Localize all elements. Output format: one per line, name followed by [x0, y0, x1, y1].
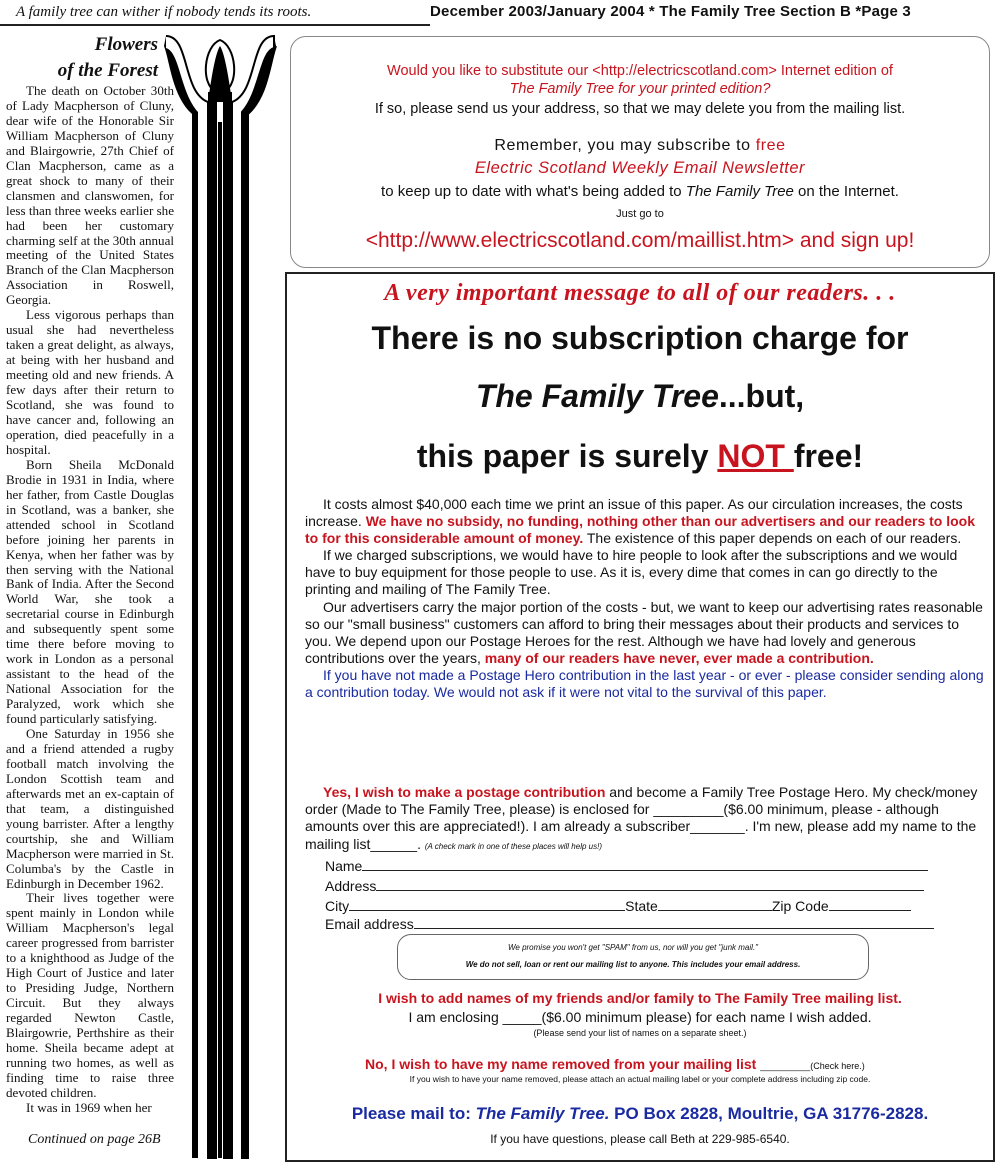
headline-3-not: NOT — [717, 438, 794, 474]
p1c: The existence of this paper depends on each of our readers. — [583, 530, 962, 547]
script-title: A very important message to all of our readers. . . — [384, 280, 896, 306]
friends-note: (Please send your list of names on a separate sheet.) — [533, 1028, 747, 1038]
topbox-line4 — [291, 137, 989, 155]
remove-note: If you wish to have your name removed, please attach an actual mailing label or your complete address including zip code. — [409, 1074, 871, 1084]
remove-check: __________(Check here.) — [760, 1061, 865, 1071]
mail-to — [287, 1104, 993, 1124]
friends-title: I wish to add names of my friends and/or family to The Family Tree mailing list. — [378, 990, 902, 1006]
yes-contribution-text: and become a Family Tree Postage Hero. My check/money order (Made to The Family Tree, please) is enclosed for _________($6.00 minimum, please - although amounts over this are appreciated!). I am already a subscriber_______. I'm new, please add my name to the mailing list______. — [305, 784, 978, 852]
city-label: City — [325, 898, 350, 914]
message-body — [305, 496, 987, 701]
privacy-promise — [397, 934, 869, 980]
topbox-line7: Just go to — [616, 208, 664, 220]
obituary-heading — [28, 32, 158, 84]
obituary-paragraph: Less vigorous perhaps than usual she had nevertheless taken a great delight, as always, at being with her husband and meeting old and new friends. A few days after their return to Scotland, she was found to have cancer and, following an operation, died peacefully in a hospital. — [6, 307, 174, 457]
topbox-line6b: The Family Tree — [685, 183, 794, 200]
topbox-line6a: to keep up to date with what's being added to — [381, 183, 686, 200]
questions-line: If you have questions, please call Beth at 229-985-6540. — [490, 1132, 790, 1146]
electric-scotland-box — [290, 36, 990, 268]
headline-3a: this paper is surely — [416, 438, 718, 474]
mail-to-label: Please mail to: — [351, 1104, 476, 1123]
zip-label: Zip Code — [771, 898, 829, 914]
obituary-paragraph: It was in 1969 when her — [26, 1099, 152, 1115]
address-field[interactable] — [325, 878, 965, 894]
p3a: Our advertisers carry the major portion of the costs - but, we want to keep our advertising rates reasonable so our "small business" customers can afford to bring their messages about their products and services to you. We depend upon our Postage Heroes for the rest. Although we have had lovely and generous contributions over the years, — [305, 598, 983, 666]
topbox-line2-text: The Family Tree for your printed edition? — [509, 81, 771, 97]
email-field[interactable] — [325, 916, 965, 932]
headline-2-rest: ...but, — [718, 378, 805, 414]
topbox-line2 — [291, 81, 989, 97]
city-state-zip-field[interactable] — [325, 898, 965, 914]
p1b: We have no subsidy, no funding, nothing other than our advertisers and our readers to look to for this considerable amount of money. — [305, 513, 976, 547]
obituary-heading-line2: of the Forest — [57, 60, 158, 81]
maillist-link[interactable]: <http://www.electricscotland.com/maillist.htm> and sign up! — [365, 229, 915, 252]
name-field[interactable] — [325, 858, 965, 874]
headline-2-title: The Family Tree — [475, 378, 719, 414]
subscription-message-box — [285, 272, 995, 1162]
promise-line2: We do not sell, loan or rent our mailing list to anyone. This includes your email address. — [465, 960, 801, 969]
message-paragraph-3 — [305, 599, 987, 667]
obituary-text — [6, 84, 174, 1116]
p1a: It costs almost $40,000 each time we print an issue of this paper. As our circulation increases, the costs increase. — [305, 496, 963, 530]
topbox-line3: If so, please send us your address, so that we may delete you from the mailing list. — [374, 101, 906, 117]
topbox-free: free — [755, 137, 786, 154]
obituary-paragraph: One Saturday in 1956 she and a friend attended a rugby football match involving the London Scottish team and afterwards met an ex-captain of that team, a distinguished young barrister. After a lengthy courtship, she and William Macpherson were married in St. Columba's by the Castle in Edinburgh in December 1962. — [6, 725, 174, 891]
headline-3c: free! — [793, 438, 864, 474]
headline-1: There is no subscription charge for — [371, 320, 909, 356]
state-label: State — [625, 898, 658, 914]
yes-contribution-label: Yes, I wish to make a postage contribution — [323, 784, 606, 800]
p3b: many of our readers have never, ever made a contribution. — [484, 649, 874, 666]
obituary-heading-line1: Flowers — [94, 34, 158, 55]
contribution-form-intro — [305, 784, 987, 855]
column-ornament-icon — [160, 32, 280, 1162]
mail-to-name: The Family Tree. — [475, 1104, 610, 1123]
remove-line[interactable] — [365, 1056, 995, 1072]
mail-to-address: PO Box 2828, Moultrie, GA 31776-2828. — [609, 1104, 929, 1123]
message-paragraph-4: If you have not made a Postage Hero contribution in the last year - or ever - please consider sending along a contribution today. We would not ask if it were not vital to the survival of this paper. — [305, 666, 984, 701]
obituary-paragraph: Their lives together were spent mainly in London while William Macpherson's legal career progressed from barrister to a knighthood as Judge of the High Court of Justice and later to Presiding Judge, Northern Circuit. But they always regarded Newton Castle, Blairgowrie, Perthshire as their home. Sheila became adept at running two homes, as well as finding time to raise three devoted children. — [6, 890, 174, 1100]
address-label: Address — [325, 878, 377, 894]
topbox-line1: Would you like to substitute our <http://electricscotland.com> Internet edition of — [387, 63, 893, 79]
topbox-line6 — [291, 183, 989, 200]
check-note: (A check mark in one of these places will help us!) — [424, 841, 602, 851]
friends-line: I am enclosing _____($6.00 minimum please) for each name I wish added. — [408, 1009, 872, 1025]
header-rule — [0, 24, 430, 26]
promise-line1: We promise you won't get "SPAM" from us, nor will you get "junk mail." — [507, 943, 758, 952]
topbox-line4-text: Remember, you may subscribe to — [494, 137, 756, 154]
obituary-paragraph: Born Sheila McDonald Brodie in 1931 in India, where her father, from Castle Douglas in Scotland, was a banker, she attended school in Scotland before joining her parents in Kenya, when her father was by then serving with the National Bank of India. After the Second World War, she took a secretarial course in Edinburgh and subsequently spent some time there before moving to work in London as a personal assistant to the head of the National Association for the Paralyzed, work which she found particularly satisfying. — [6, 456, 174, 727]
header-title: December 2003/January 2004 * The Family Tree Section B *Page 3 — [430, 3, 911, 20]
message-paragraph-1 — [305, 496, 987, 547]
headline-3 — [287, 438, 993, 475]
headline-2 — [287, 378, 993, 415]
topbox-line6c: on the Internet. — [793, 183, 899, 200]
name-label: Name — [325, 858, 363, 874]
message-paragraph-2: If we charged subscriptions, we would have to hire people to look after the subscriptions and we would have to buy equipment for those people to use. As it is, every dime that comes in can go directly to the printing and mailing of The Family Tree. — [305, 547, 958, 598]
continued-note: Continued on page 26B — [28, 1132, 161, 1147]
header-motto: A family tree can wither if nobody tends its roots. — [16, 4, 312, 20]
email-label: Email address — [325, 916, 414, 932]
obituary-paragraph: The death on October 30th of Lady Macpherson of Cluny, dear wife of the Honorable Sir William Macpherson of Cluny and Blairgowrie, 27th Chief of Clan Macpherson, came as a great shock to many of their clansmen and clanswomen, for less than three weeks earlier she had been her customary charming self at the 30th annual meeting of the United States Branch of the Clan Macpherson Association in Roswell, Georgia. — [6, 83, 174, 308]
remove-title: No, I wish to have my name removed from your mailing list — [365, 1056, 757, 1072]
topbox-newsletter: Electric Scotland Weekly Email Newsletter — [474, 159, 806, 177]
